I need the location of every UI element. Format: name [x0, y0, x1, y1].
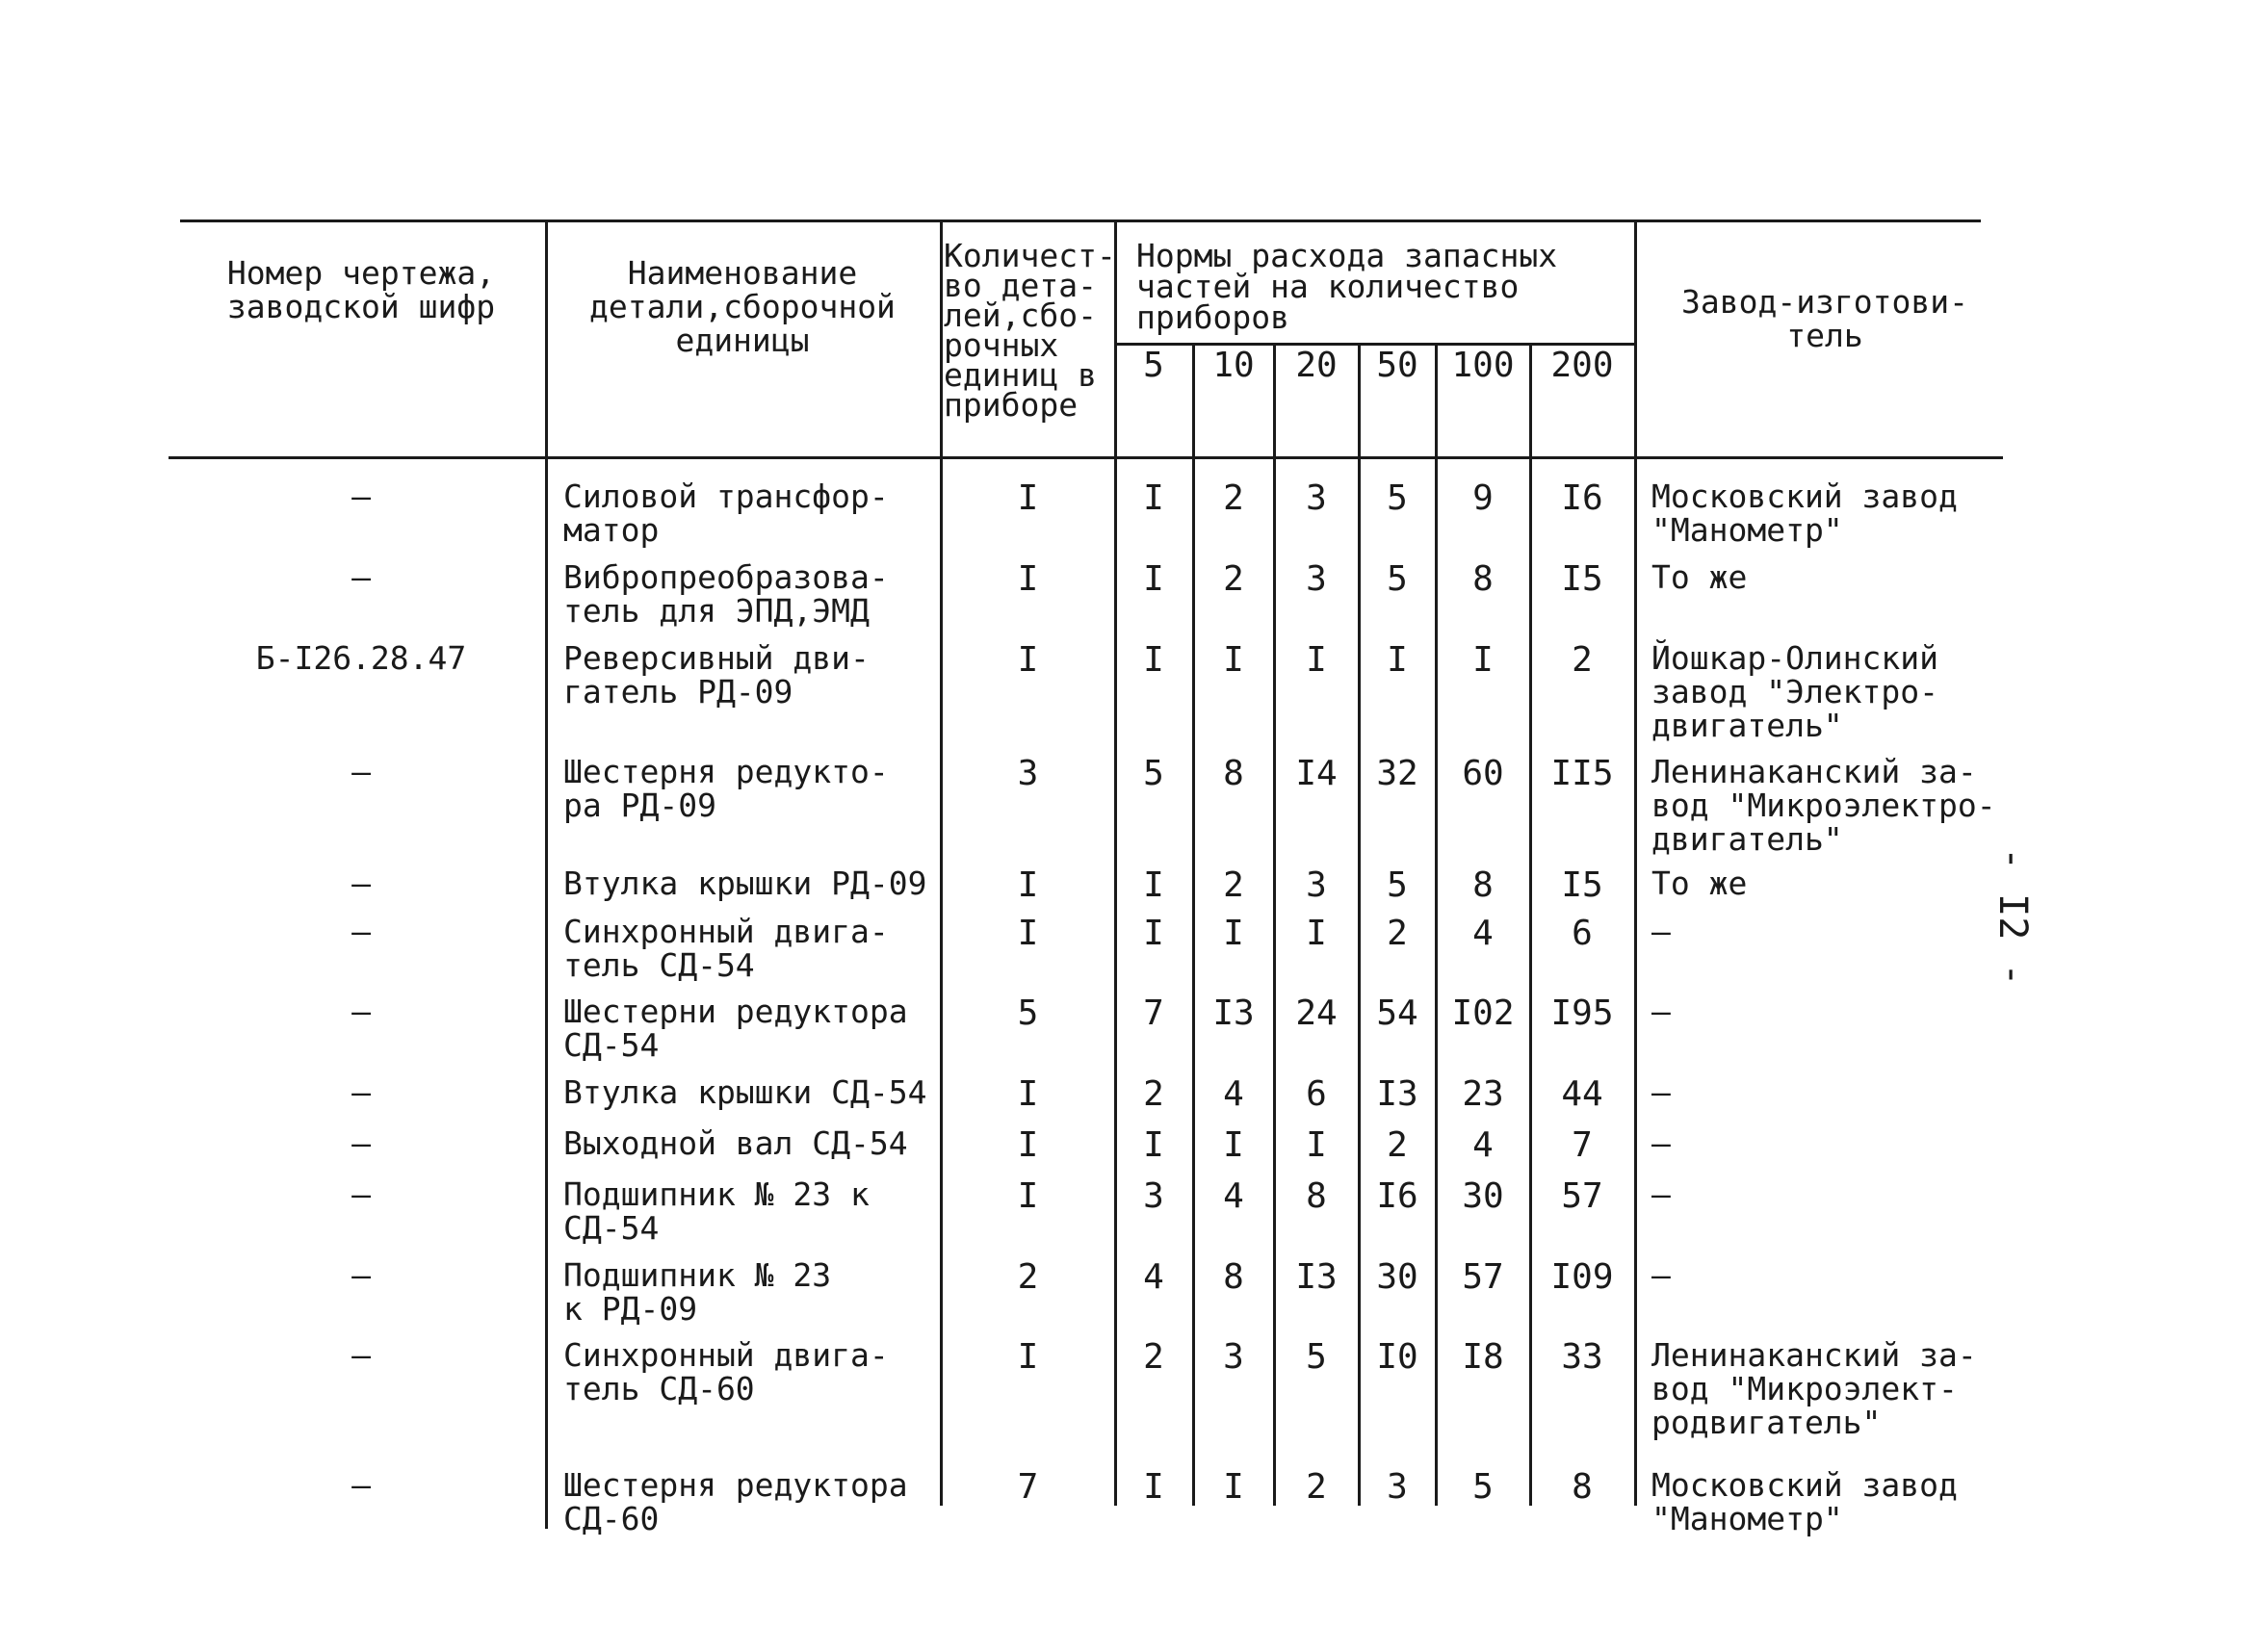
cell-norm-10: I3	[1212, 994, 1255, 1033]
cell-factory: –	[1651, 1256, 1671, 1294]
cell-norm-50: 54	[1376, 994, 1418, 1033]
table-top-rule	[180, 219, 1981, 222]
cell-norm-50: 5	[1387, 478, 1408, 518]
cell-norm-20: I4	[1295, 754, 1338, 793]
cell-quantity: 2	[1017, 1257, 1039, 1297]
cell-norm-20: I	[1306, 640, 1327, 680]
cell-norm-50: 5	[1387, 865, 1408, 905]
cell-quantity: I	[1017, 640, 1039, 680]
header-norms: Нормы расхода запасных частей на количество приборов	[1136, 237, 1558, 336]
header-bottom-rule	[169, 456, 2003, 459]
cell-norm-20: 5	[1306, 1337, 1327, 1377]
cell-drawing-number: –	[351, 1256, 371, 1294]
cell-norm-5: I	[1143, 640, 1164, 680]
cell-norm-50: 30	[1376, 1257, 1418, 1297]
cell-norm-50: I	[1387, 640, 1408, 680]
cell-norm-20: 3	[1306, 865, 1327, 905]
cell-norm-10: 3	[1223, 1337, 1244, 1377]
cell-factory: –	[1651, 1175, 1671, 1213]
cell-part-name: Шестерни редуктора СД-54	[563, 993, 908, 1064]
cell-norm-200: 2	[1572, 640, 1593, 680]
header-count-50: 50	[1376, 346, 1418, 385]
cell-norm-200: II5	[1550, 754, 1614, 793]
cell-drawing-number: –	[351, 558, 371, 596]
cell-norm-5: I	[1143, 559, 1164, 599]
cell-norm-100: 8	[1472, 865, 1494, 905]
header-part-name: Наименование детали,сборочной единицы	[589, 254, 896, 359]
cell-norm-100: 4	[1472, 1125, 1494, 1165]
cell-norm-100: 57	[1462, 1257, 1504, 1297]
cell-norm-10: 4	[1223, 1074, 1244, 1114]
cell-part-name: Реверсивный дви- гатель РД-09	[563, 639, 870, 710]
cell-part-name: Подшипник № 23 к СД-54	[563, 1175, 870, 1247]
cell-drawing-number: –	[351, 1466, 371, 1504]
cell-norm-200: 8	[1572, 1467, 1593, 1507]
cell-norm-200: I09	[1550, 1257, 1614, 1297]
cell-factory: Московский завод "Манометр"	[1651, 1466, 1958, 1537]
cell-norm-200: I6	[1561, 478, 1603, 518]
cell-part-name: Втулка крышки СД-54	[563, 1073, 927, 1111]
cell-drawing-number: –	[351, 993, 371, 1030]
cell-norm-20: I	[1306, 1125, 1327, 1165]
cell-norm-10: 2	[1223, 559, 1244, 599]
cell-norm-50: 3	[1387, 1467, 1408, 1507]
cell-norm-100: 8	[1472, 559, 1494, 599]
cell-part-name: Выходной вал СД-54	[563, 1124, 908, 1162]
cell-norm-10: I	[1223, 914, 1244, 953]
cell-norm-5: 2	[1143, 1074, 1164, 1114]
cell-norm-50: 2	[1387, 914, 1408, 953]
cell-part-name: Силовой трансфор- матор	[563, 478, 889, 549]
cell-norm-200: I95	[1550, 994, 1614, 1033]
cell-norm-5: 4	[1143, 1257, 1164, 1297]
header-count-10: 10	[1212, 346, 1255, 385]
cell-norm-100: 60	[1462, 754, 1504, 793]
cell-norm-5: I	[1143, 914, 1164, 953]
cell-norm-200: 6	[1572, 914, 1593, 953]
cell-norm-200: I5	[1561, 559, 1603, 599]
cell-quantity: 3	[1017, 754, 1039, 793]
cell-drawing-number: –	[351, 913, 371, 950]
cell-part-name: Шестерня редуктора СД-60	[563, 1466, 908, 1537]
col-divider-name	[545, 219, 548, 1529]
cell-norm-50: I6	[1376, 1176, 1418, 1216]
header-count-5: 5	[1143, 346, 1164, 385]
cell-quantity: 7	[1017, 1467, 1039, 1507]
cell-factory: Ленинаканский за- вод "Микроэлектро- двигатель"	[1651, 753, 1996, 858]
cell-norm-5: 5	[1143, 754, 1164, 793]
cell-drawing-number: –	[351, 1175, 371, 1213]
cell-drawing-number: –	[351, 478, 371, 515]
cell-norm-5: I	[1143, 1125, 1164, 1165]
header-count-200: 200	[1550, 346, 1614, 385]
cell-norm-100: 30	[1462, 1176, 1504, 1216]
cell-norm-10: 8	[1223, 1257, 1244, 1297]
cell-norm-20: 24	[1295, 994, 1338, 1033]
cell-norm-100: I02	[1451, 994, 1515, 1033]
header-factory: Завод-изготови- тель	[1680, 283, 1968, 354]
cell-quantity: I	[1017, 914, 1039, 953]
header-count-100: 100	[1451, 346, 1515, 385]
cell-factory: Йошкар-Олинский завод "Электро- двигатель"	[1651, 639, 1939, 744]
cell-factory: —	[1651, 913, 1671, 950]
cell-quantity: I	[1017, 1125, 1039, 1165]
cell-drawing-number: –	[351, 1124, 371, 1162]
cell-norm-100: 9	[1472, 478, 1494, 518]
cell-factory: Ленинаканский за- вод "Микроэлект- родвигатель"	[1651, 1336, 1977, 1441]
cell-factory: То же	[1651, 558, 1748, 596]
cell-norm-20: 8	[1306, 1176, 1327, 1216]
cell-factory: То же	[1651, 865, 1748, 902]
cell-norm-5: I	[1143, 478, 1164, 518]
cell-norm-10: I	[1223, 1125, 1244, 1165]
cell-norm-100: 5	[1472, 1467, 1494, 1507]
cell-norm-10: I	[1223, 640, 1244, 680]
cell-drawing-number: –	[351, 1073, 371, 1111]
cell-drawing-number: –	[351, 753, 371, 790]
cell-norm-200: I5	[1561, 865, 1603, 905]
cell-norm-200: 57	[1561, 1176, 1603, 1216]
cell-drawing-number: –	[351, 865, 371, 902]
col-divider-factory	[1634, 219, 1637, 1506]
cell-norm-20: 3	[1306, 559, 1327, 599]
cell-quantity: I	[1017, 1176, 1039, 1216]
cell-norm-50: 32	[1376, 754, 1418, 793]
cell-norm-200: 33	[1561, 1337, 1603, 1377]
cell-norm-50: 5	[1387, 559, 1408, 599]
cell-quantity: I	[1017, 478, 1039, 518]
cell-factory: –	[1651, 993, 1671, 1030]
cell-quantity: I	[1017, 1074, 1039, 1114]
cell-norm-100: 4	[1472, 914, 1494, 953]
cell-factory: –	[1651, 1073, 1671, 1111]
cell-factory: Московский завод "Манометр"	[1651, 478, 1958, 549]
cell-norm-10: I	[1223, 1467, 1244, 1507]
cell-norm-20: I3	[1295, 1257, 1338, 1297]
header-drawing-number: Номер чертежа, заводской шифр	[226, 254, 496, 325]
cell-norm-5: 7	[1143, 994, 1164, 1033]
cell-factory: –	[1651, 1124, 1671, 1162]
cell-quantity: I	[1017, 559, 1039, 599]
cell-norm-100: I8	[1462, 1337, 1504, 1377]
cell-norm-10: 2	[1223, 478, 1244, 518]
page-number: - I2 -	[1990, 847, 2035, 987]
cell-norm-100: 23	[1462, 1074, 1504, 1114]
cell-norm-200: 7	[1572, 1125, 1593, 1165]
cell-drawing-number: –	[351, 1336, 371, 1374]
cell-norm-200: 44	[1561, 1074, 1603, 1114]
cell-part-name: Подшипник № 23 к РД-09	[563, 1256, 832, 1328]
cell-drawing-number: Б-I26.28.47	[255, 639, 467, 677]
header-quantity: Количест- во дета- лей,сбо- рочных единиц в приборе	[944, 237, 1116, 424]
cell-part-name: Шестерня редукто- ра РД-09	[563, 753, 889, 824]
cell-norm-50: I3	[1376, 1074, 1418, 1114]
cell-quantity: I	[1017, 865, 1039, 905]
cell-part-name: Вибропреобразова- тель для ЭПД,ЭМД	[563, 558, 889, 630]
cell-norm-20: 6	[1306, 1074, 1327, 1114]
cell-norm-5: I	[1143, 1467, 1164, 1507]
cell-norm-5: I	[1143, 865, 1164, 905]
cell-norm-10: 8	[1223, 754, 1244, 793]
cell-part-name: Втулка крышки РД-09	[563, 865, 927, 902]
cell-norm-50: 2	[1387, 1125, 1408, 1165]
cell-part-name: Синхронный двига- тель СД-60	[563, 1336, 889, 1407]
cell-norm-20: I	[1306, 914, 1327, 953]
cell-quantity: I	[1017, 1337, 1039, 1377]
header-count-20: 20	[1295, 346, 1338, 385]
cell-norm-50: I0	[1376, 1337, 1418, 1377]
cell-norm-5: 2	[1143, 1337, 1164, 1377]
cell-norm-20: 3	[1306, 478, 1327, 518]
cell-norm-100: I	[1472, 640, 1494, 680]
cell-norm-5: 3	[1143, 1176, 1164, 1216]
cell-norm-10: 4	[1223, 1176, 1244, 1216]
cell-norm-10: 2	[1223, 865, 1244, 905]
cell-part-name: Синхронный двига- тель СД-54	[563, 913, 889, 984]
cell-quantity: 5	[1017, 994, 1039, 1033]
cell-norm-20: 2	[1306, 1467, 1327, 1507]
